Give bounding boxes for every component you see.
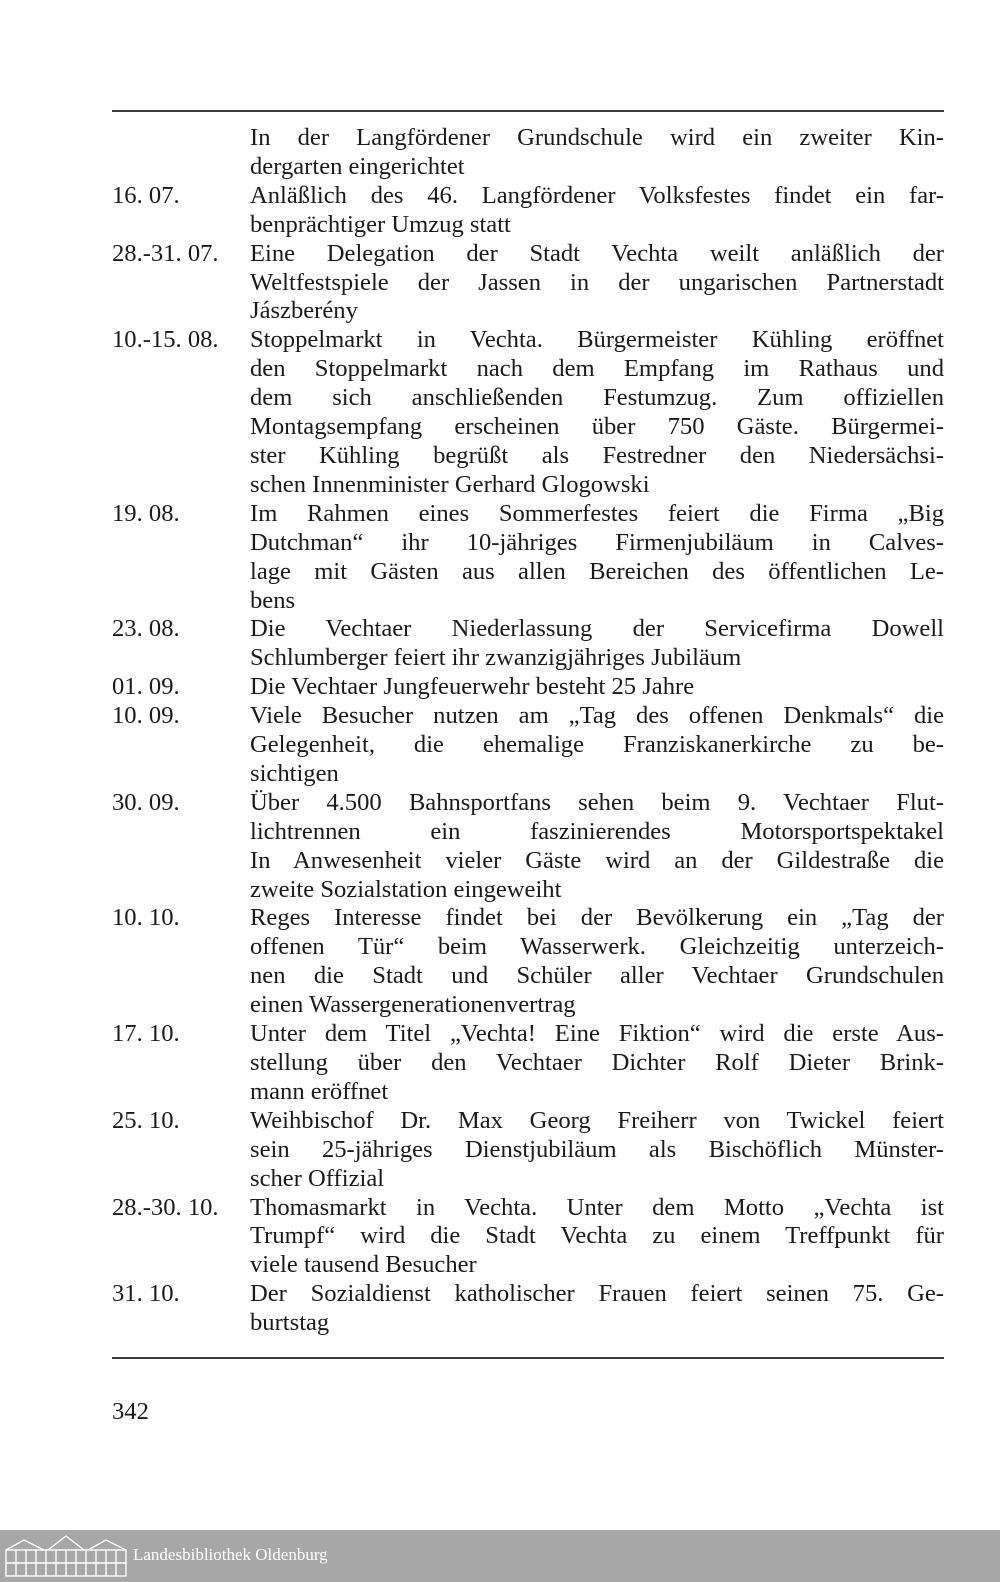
chronicle-entry <box>112 182 944 240</box>
entry-text-line: In Anwesenheit vieler Gäste wird an der Gildestraße die <box>250 846 944 874</box>
entry-text-line: offenen Tür“ beim Wasserwerk. Gleichzeitig unterzeich- <box>250 933 944 961</box>
entry-text-line: Unter dem Titel „Vechta! Eine Fiktion“ wird die erste Aus- <box>250 1020 944 1048</box>
entry-text <box>250 326 944 499</box>
library-building-icon <box>4 1534 128 1578</box>
entry-text-line: Trumpf“ wird die Stadt Vechta zu einem Treffpunkt für <box>250 1222 944 1250</box>
chronicle-entry <box>112 124 944 182</box>
entry-text-line: Stoppelmarkt in Vechta. Bürgermeister Kühling eröffnet <box>250 326 944 354</box>
chronicle-entry <box>112 702 944 789</box>
bottom-rule <box>112 1357 944 1359</box>
entry-date: 19. 08. <box>112 499 180 527</box>
entry-text-line: Schlumberger feiert ihr zwanzigjähriges Jubiläum <box>250 644 742 672</box>
entry-text-line: In der Langfördener Grundschule wird ein zweiter Kin- <box>250 124 944 151</box>
page-number: 342 <box>112 1398 149 1425</box>
entry-text-line: Die Vechtaer Niederlassung der Servicefirma Dowell <box>250 615 944 643</box>
entry-date: 31. 10. <box>112 1280 180 1308</box>
chronicle-entries <box>112 124 944 1338</box>
entry-text-line: bens <box>250 586 296 614</box>
entry-text-line: Anläßlich des 46. Langfördener Volksfestes findet ein far- <box>250 181 944 209</box>
entry-date: 30. 09. <box>112 788 180 816</box>
entry-text-line: Der Sozialdienst katholischer Frauen feiert seinen 75. Ge- <box>250 1280 944 1308</box>
chronicle-entry <box>112 1020 944 1107</box>
entry-text-line: Jászberény <box>250 297 358 325</box>
entry-date: 16. 07. <box>112 181 180 209</box>
entry-text-line: Gelegenheit, die ehemalige Franziskanerkirche zu be- <box>250 731 944 759</box>
entry-text-line: einen Wassergenerationenvertrag <box>250 991 576 1019</box>
entry-text-line: schen Innenminister Gerhard Glogowski <box>250 470 650 498</box>
footer-bar <box>0 1530 1000 1582</box>
entry-text <box>250 124 944 182</box>
entry-text-line: mann eröffnet <box>250 1077 389 1105</box>
entry-text-line: ster Kühling begrüßt als Festredner den Niedersächsi- <box>250 441 944 469</box>
chronicle-entry <box>112 1280 944 1338</box>
entry-text-line: viele tausend Besucher <box>250 1251 477 1279</box>
entry-text-line: den Stoppelmarkt nach dem Empfang im Rathaus und <box>250 355 944 383</box>
entry-text-line: sein 25-jähriges Dienstjubiläum als Bischöflich Münster- <box>250 1135 944 1163</box>
entry-text-line: dem sich anschließenden Festumzug. Zum offiziellen <box>250 384 944 412</box>
entry-date: 23. 08. <box>112 615 180 643</box>
entry-date: 10. 09. <box>112 702 180 730</box>
entry-text-line: benprächtiger Umzug statt <box>250 210 511 238</box>
entry-date: 10. 10. <box>112 904 180 932</box>
entry-text-line: lichtrennen ein faszinierendes Motorsportspektakel <box>250 817 944 845</box>
entry-text <box>250 702 944 789</box>
entry-text-line: burtstag <box>250 1309 330 1337</box>
entry-text-line: Thomasmarkt in Vechta. Unter dem Motto „Vechta ist <box>250 1193 944 1221</box>
entry-text-line: Im Rahmen eines Sommerfestes feiert die Firma „Big <box>250 499 944 527</box>
entry-text <box>250 500 944 616</box>
entry-text <box>250 240 944 327</box>
entry-text-line: Dutchman“ ihr 10-jähriges Firmenjubiläum in Calves- <box>250 528 944 556</box>
entry-text-line: Eine Delegation der Stadt Vechta weilt anläßlich der <box>250 239 944 267</box>
entry-date: 17. 10. <box>112 1020 180 1048</box>
entry-text-line: Über 4.500 Bahnsportfans sehen beim 9. Vechtaer Flut- <box>250 788 944 816</box>
entry-text-line: stellung über den Vechtaer Dichter Rolf Dieter Brink- <box>250 1049 944 1076</box>
entry-text <box>250 1194 944 1281</box>
top-rule <box>112 110 944 112</box>
entry-text-line: Die Vechtaer Jungfeuerwehr besteht 25 Jahre <box>250 673 695 701</box>
entry-text <box>250 1020 944 1107</box>
entry-text <box>250 789 944 905</box>
entry-text-line: Reges Interesse findet bei der Bevölkerung ein „Tag der <box>250 904 944 932</box>
entry-text-line: lage mit Gästen aus allen Bereichen des öffentlichen Le- <box>250 557 944 585</box>
chronicle-entry <box>112 240 944 327</box>
chronicle-entry <box>112 500 944 616</box>
chronicle-entry <box>112 789 944 905</box>
entry-date <box>112 124 250 182</box>
entry-date: 28.-31. 07. <box>112 239 219 267</box>
footer-library-name: Landesbibliothek Oldenburg <box>133 1545 328 1564</box>
chronicle-entry <box>112 1194 944 1281</box>
chronicle-entry <box>112 904 944 1020</box>
entry-text-line: dergarten eingerichtet <box>250 152 465 180</box>
entry-text <box>250 904 944 1020</box>
entry-text-line: Viele Besucher nutzen am „Tag des offenen Denkmals“ die <box>250 702 944 730</box>
entry-text-line: Weltfestspiele der Jassen in der ungarischen Partnerstadt <box>250 268 944 296</box>
entry-date: 25. 10. <box>112 1106 180 1134</box>
entry-text-line: sichtigen <box>250 759 339 787</box>
entry-text-line: zweite Sozialstation eingeweiht <box>250 875 562 903</box>
entry-date: 01. 09. <box>112 673 180 701</box>
chronicle-entry <box>112 326 944 499</box>
entry-date: 28.-30. 10. <box>112 1193 219 1221</box>
entry-text-line: scher Offizial <box>250 1164 385 1192</box>
entry-date: 10.-15. 08. <box>112 326 219 354</box>
chronicle-entry <box>112 615 944 673</box>
chronicle-entry <box>112 1107 944 1194</box>
entry-text <box>250 673 944 702</box>
entry-text <box>250 1107 944 1194</box>
entry-text-line: Weihbischof Dr. Max Georg Freiherr von Twickel feiert <box>250 1106 944 1134</box>
entry-text <box>250 615 944 673</box>
entry-text-line: nen die Stadt und Schüler aller Vechtaer Grundschulen <box>250 962 944 990</box>
entry-text <box>250 182 944 240</box>
entry-text-line: Montagsempfang erscheinen über 750 Gäste. Bürgermei- <box>250 413 944 441</box>
chronicle-entry <box>112 673 944 702</box>
entry-text <box>250 1280 944 1338</box>
